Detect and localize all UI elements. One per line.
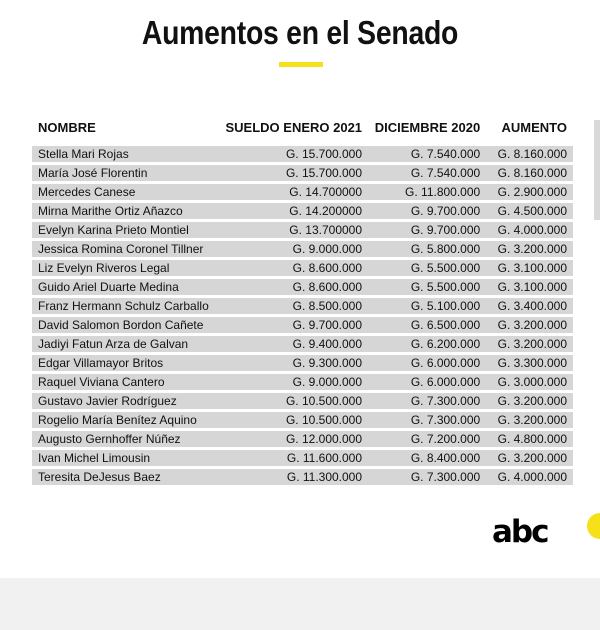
- logo-yellow-dot: [587, 513, 600, 539]
- cell-nombre: Guido Ariel Duarte Medina: [32, 279, 219, 295]
- cell-diciembre-2020: G. 9.700.000: [368, 203, 486, 219]
- cell-diciembre-2020: G. 6.200.000: [368, 336, 486, 352]
- table-row: [32, 241, 573, 257]
- cell-nombre: Raquel Viviana Cantero: [32, 374, 219, 390]
- cell-aumento: G. 3.200.000: [486, 393, 573, 409]
- cell-sueldo-enero-2021: G. 9.000.000: [219, 374, 368, 390]
- cell-aumento: G. 4.000.000: [486, 222, 573, 238]
- cell-aumento: G. 3.200.000: [486, 450, 573, 466]
- cell-sueldo-enero-2021: G. 11.300.000: [219, 469, 368, 485]
- cell-sueldo-enero-2021: G. 11.600.000: [219, 450, 368, 466]
- cell-nombre: Teresita DeJesus Baez: [32, 469, 219, 485]
- cell-sueldo-enero-2021: G. 10.500.000: [219, 412, 368, 428]
- cell-diciembre-2020: G. 6.500.000: [368, 317, 486, 333]
- cell-diciembre-2020: G. 7.540.000: [368, 146, 486, 162]
- cell-sueldo-enero-2021: G. 8.600.000: [219, 260, 368, 276]
- cell-diciembre-2020: G. 6.000.000: [368, 374, 486, 390]
- cell-sueldo-enero-2021: G. 8.500.000: [219, 298, 368, 314]
- table-row: [32, 336, 573, 352]
- cell-nombre: Franz Hermann Schulz Carballo: [32, 298, 219, 314]
- cell-nombre: Rogelio María Benítez Aquino: [32, 412, 219, 428]
- table-row: [32, 469, 573, 485]
- cell-nombre: Jadiyi Fatun Arza de Galvan: [32, 336, 219, 352]
- cell-aumento: G. 8.160.000: [486, 146, 573, 162]
- cell-aumento: G. 3.300.000: [486, 355, 573, 371]
- cell-sueldo-enero-2021: G. 9.400.000: [219, 336, 368, 352]
- table-row: [32, 165, 573, 181]
- cell-sueldo-enero-2021: G. 15.700.000: [219, 146, 368, 162]
- table-row: [32, 317, 573, 333]
- cell-diciembre-2020: G. 7.200.000: [368, 431, 486, 447]
- cell-aumento: G. 3.200.000: [486, 317, 573, 333]
- table-row: [32, 298, 573, 314]
- header-diciembre-2020: DICIEMBRE 2020: [374, 120, 481, 135]
- cell-sueldo-enero-2021: G. 12.000.000: [219, 431, 368, 447]
- table-row: [32, 450, 573, 466]
- table-row: [32, 393, 573, 409]
- cell-diciembre-2020: G. 7.300.000: [368, 412, 486, 428]
- table-row: [32, 355, 573, 371]
- cell-sueldo-enero-2021: G. 9.000.000: [219, 241, 368, 257]
- cell-nombre: Augusto Gernhoffer Núñez: [32, 431, 219, 447]
- table-row: [32, 203, 573, 219]
- cell-diciembre-2020: G. 5.100.000: [368, 298, 486, 314]
- header-sueldo-enero-2021: SUELDO ENERO 2021: [225, 120, 363, 135]
- cell-nombre: María José Florentin: [32, 165, 219, 181]
- cell-aumento: G. 3.200.000: [486, 412, 573, 428]
- cell-sueldo-enero-2021: G. 8.600.000: [219, 279, 368, 295]
- table-row: [32, 279, 573, 295]
- cell-diciembre-2020: G. 7.300.000: [368, 393, 486, 409]
- cell-nombre: Stella Mari Rojas: [32, 146, 219, 162]
- table-row: [32, 184, 573, 200]
- table-header-row: [32, 120, 573, 143]
- cell-nombre: Evelyn Karina Prieto Montiel: [32, 222, 219, 238]
- cell-aumento: G. 3.100.000: [486, 279, 573, 295]
- table-row: [32, 146, 573, 162]
- cell-aumento: G. 4.000.000: [486, 469, 573, 485]
- table-row: [32, 412, 573, 428]
- cell-diciembre-2020: G. 11.800.000: [368, 184, 486, 200]
- cell-aumento: G. 8.160.000: [486, 165, 573, 181]
- cell-nombre: David Salomon Bordon Cañete: [32, 317, 219, 333]
- cell-aumento: G. 4.800.000: [486, 431, 573, 447]
- cell-diciembre-2020: G. 5.500.000: [368, 279, 486, 295]
- cell-aumento: G. 3.200.000: [486, 336, 573, 352]
- title-accent-bar: [279, 62, 323, 67]
- cell-nombre: Gustavo Javier Rodríguez: [32, 393, 219, 409]
- cell-sueldo-enero-2021: G. 13.700000: [219, 222, 368, 238]
- cell-aumento: G. 3.400.000: [486, 298, 573, 314]
- page-title: Aumentos en el Senado: [141, 14, 459, 51]
- table-row: [32, 374, 573, 390]
- cell-sueldo-enero-2021: G. 9.700.000: [219, 317, 368, 333]
- cell-sueldo-enero-2021: G. 14.700000: [219, 184, 368, 200]
- cell-diciembre-2020: G. 9.700.000: [368, 222, 486, 238]
- table-row: [32, 260, 573, 276]
- cell-aumento: G. 4.500.000: [486, 203, 573, 219]
- cell-diciembre-2020: G. 5.800.000: [368, 241, 486, 257]
- cell-sueldo-enero-2021: G. 10.500.000: [219, 393, 368, 409]
- table-body: [32, 146, 573, 485]
- cell-nombre: Mercedes Canese: [32, 184, 219, 200]
- cell-diciembre-2020: G. 7.300.000: [368, 469, 486, 485]
- cell-aumento: G. 2.900.000: [486, 184, 573, 200]
- cell-sueldo-enero-2021: G. 15.700.000: [219, 165, 368, 181]
- cell-diciembre-2020: G. 7.540.000: [368, 165, 486, 181]
- header-aumento: AUMENTO: [501, 120, 567, 135]
- side-scroll-tab: [594, 120, 600, 220]
- cell-nombre: Mirna Marithe Ortiz Añazco: [32, 203, 219, 219]
- cell-nombre: Liz Evelyn Riveros Legal: [32, 260, 219, 276]
- cell-nombre: Edgar Villamayor Britos: [32, 355, 219, 371]
- abc-logo: abc: [492, 514, 548, 550]
- cell-diciembre-2020: G. 6.000.000: [368, 355, 486, 371]
- cell-sueldo-enero-2021: G. 9.300.000: [219, 355, 368, 371]
- cell-aumento: G. 3.200.000: [486, 241, 573, 257]
- cell-diciembre-2020: G. 8.400.000: [368, 450, 486, 466]
- cell-nombre: Ivan Michel Limousin: [32, 450, 219, 466]
- footer-band: [0, 578, 600, 630]
- salary-table: [32, 117, 573, 488]
- cell-aumento: G. 3.100.000: [486, 260, 573, 276]
- cell-nombre: Jessica Romina Coronel Tillner: [32, 241, 219, 257]
- table-row: [32, 222, 573, 238]
- cell-aumento: G. 3.000.000: [486, 374, 573, 390]
- cell-sueldo-enero-2021: G. 14.200000: [219, 203, 368, 219]
- header-nombre: NOMBRE: [38, 120, 96, 135]
- cell-diciembre-2020: G. 5.500.000: [368, 260, 486, 276]
- table-row: [32, 431, 573, 447]
